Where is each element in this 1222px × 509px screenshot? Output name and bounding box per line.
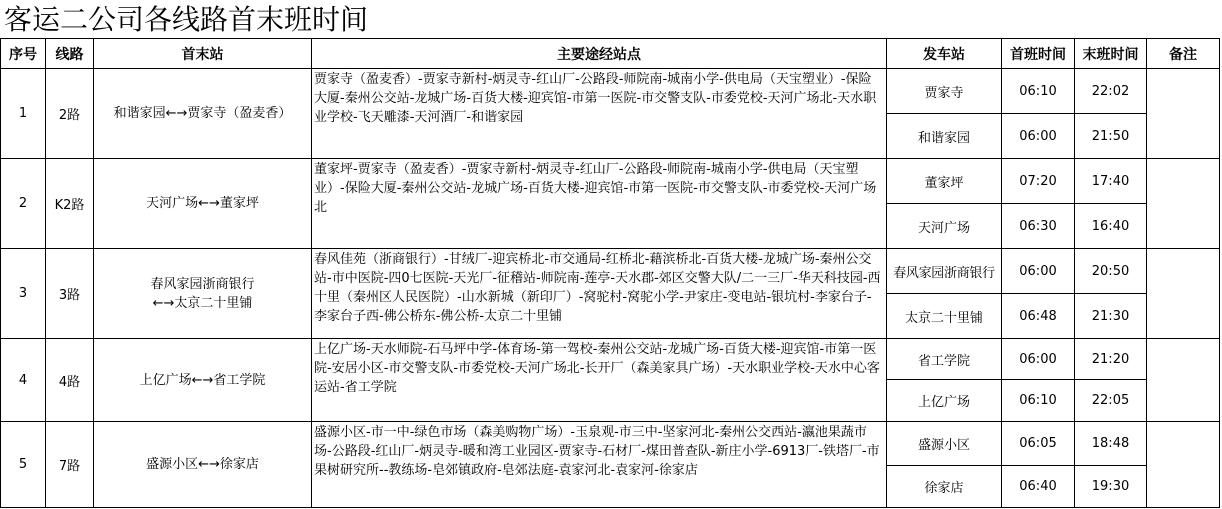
last-time: 21:50: [1075, 114, 1147, 159]
header-terminals: 首末站: [94, 39, 312, 69]
route-line: 7路: [46, 422, 94, 508]
route-no: 5: [1, 422, 46, 508]
route-via: 上亿广场-天水师院-石马坪中学-体育场-第一驾校-秦州公交站-龙城广场-百货大楼-迎宾馆-市第一医院-安居小区-市交警支队-市委党校-天河广场北-长开厂（森美家具广场）-天水职业学校-天水中心客运站-省工学院: [312, 339, 887, 422]
route-line: 2路: [46, 69, 94, 159]
first-time: 06:48: [1002, 294, 1075, 339]
depart-station: 太京二十里铺: [887, 294, 1002, 339]
header-no: 序号: [1, 39, 46, 69]
depart-station: 春风家园浙商银行: [887, 249, 1002, 294]
route-line: 3路: [46, 249, 94, 339]
route-terminals: 天河广场←→董家坪: [94, 159, 312, 249]
depart-station: 和谐家园: [887, 114, 1002, 159]
depart-station: 董家坪: [887, 159, 1002, 204]
first-time: 06:10: [1002, 380, 1075, 422]
last-time: 22:02: [1075, 69, 1147, 114]
header-first: 首班时间: [1002, 39, 1075, 69]
table-row: [1, 339, 1220, 380]
first-time: 06:30: [1002, 204, 1075, 249]
depart-station: 天河广场: [887, 204, 1002, 249]
route-remark: [1147, 422, 1220, 508]
route-terminals: 上亿广场←→省工学院: [94, 339, 312, 422]
table-row: [1, 159, 1220, 204]
header-depart: 发车站: [887, 39, 1002, 69]
first-time: 06:00: [1002, 114, 1075, 159]
depart-station: 贾家寺: [887, 69, 1002, 114]
last-time: 17:40: [1075, 159, 1147, 204]
depart-station: 盛源小区: [887, 422, 1002, 466]
header-line: 线路: [46, 39, 94, 69]
schedule-table: [0, 38, 1220, 508]
depart-station: 省工学院: [887, 339, 1002, 380]
route-remark: [1147, 249, 1220, 339]
route-remark: [1147, 69, 1220, 159]
table-row: [1, 249, 1220, 294]
route-via: 盛源小区-市一中-绿色市场（森美购物广场）-玉泉观-市三中-坚家河北-秦州公交西站-瀛池果蔬市场-公路段-红山厂-炳灵寺-暖和湾工业园区-贾家寺-石材厂-煤田普查队-新庄小学-6913厂-铁塔厂-市果树研究所--教练场-皂郊镇政府-皂郊法庭-袁家河北-袁家河-徐家店: [312, 422, 887, 508]
first-time: 06:40: [1002, 466, 1075, 508]
last-time: 16:40: [1075, 204, 1147, 249]
first-time: 06:00: [1002, 339, 1075, 380]
first-time: 07:20: [1002, 159, 1075, 204]
header-row: [1, 39, 1220, 69]
route-terminals: 盛源小区←→徐家店: [94, 422, 312, 508]
route-remark: [1147, 159, 1220, 249]
route-no: 4: [1, 339, 46, 422]
depart-station: 上亿广场: [887, 380, 1002, 422]
route-via: 春风佳苑（浙商银行）-甘绒厂-迎宾桥北-市交通局-红桥北-藉滨桥北-百货大楼-龙城广场-秦州公交站-市中医院-四0七医院-天光厂-征稽站-师院南-莲亭-天水郡-郊区交警大队/二一三厂-华天科技园-西十里（秦州区人民医院）-山水新城（新印厂）-窝驼村-窝驼小学-尹家庄-变电站-银坑村-李家台子-李家台子西-佛公桥东-佛公桥-太京二十里铺: [312, 249, 887, 339]
first-time: 06:05: [1002, 422, 1075, 466]
first-time: 06:00: [1002, 249, 1075, 294]
header-via: 主要途经站点: [312, 39, 887, 69]
first-time: 06:10: [1002, 69, 1075, 114]
table-row: [1, 69, 1220, 114]
route-line: 4路: [46, 339, 94, 422]
header-remark: 备注: [1147, 39, 1220, 69]
route-line: K2路: [46, 159, 94, 249]
header-last: 末班时间: [1075, 39, 1147, 69]
route-terminals: 春风家园浙商银行 ←→太京二十里铺: [94, 249, 312, 339]
depart-station: 徐家店: [887, 466, 1002, 508]
last-time: 19:30: [1075, 466, 1147, 508]
page-title: 客运二公司各线路首末班时间: [4, 3, 369, 36]
route-no: 2: [1, 159, 46, 249]
last-time: 21:30: [1075, 294, 1147, 339]
route-no: 3: [1, 249, 46, 339]
last-time: 21:20: [1075, 339, 1147, 380]
route-no: 1: [1, 69, 46, 159]
route-remark: [1147, 339, 1220, 422]
route-terminals: 和谐家园←→贾家寺（盈麦香）: [94, 69, 312, 159]
last-time: 22:05: [1075, 380, 1147, 422]
last-time: 18:48: [1075, 422, 1147, 466]
last-time: 20:50: [1075, 249, 1147, 294]
table-row: [1, 422, 1220, 466]
route-via: 贾家寺（盈麦香）-贾家寺新村-炳灵寺-红山厂-公路段-师院南-城南小学-供电局（天宝塑业）-保险大厦-秦州公交站-龙城广场-百货大楼-迎宾馆-市第一医院-市交警支队-市委党校-天河广场北-天水职业学校-飞天雕漆-天河酒厂-和谐家园: [312, 69, 887, 159]
route-via: 董家坪-贾家寺（盈麦香）-贾家寺新村-炳灵寺-红山厂-公路段-师院南-城南小学-供电局（天宝塑业）-保险大厦-秦州公交站-龙城广场-百货大楼-迎宾馆-市第一医院-市交警支队-市委党校-天河广场北: [312, 159, 887, 249]
